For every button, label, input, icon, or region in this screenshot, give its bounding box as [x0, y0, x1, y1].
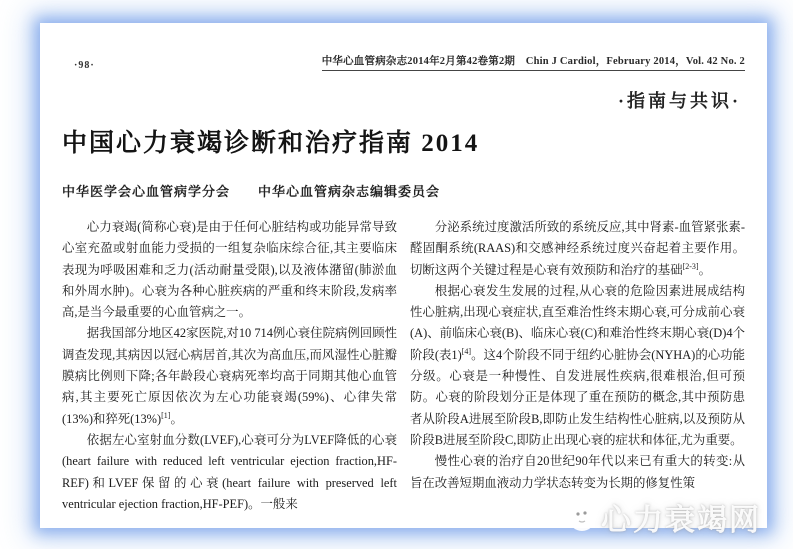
article-title: 中国心力衰竭诊断和治疗指南 2014	[62, 130, 480, 157]
journal-page	[40, 23, 767, 528]
paragraph-text: 。	[698, 262, 711, 277]
reference-superscript: [4]	[461, 346, 472, 356]
paragraph-text: 。这4个阶段不同于纽约心脏协会(NYHA)的心功能分级。心衰是一种慢性、自发进展性疾病,很难根治,但可预防。心衰的阶段划分正是体现了重在预防的概念,其中预防患者从阶段A进展至阶段B,即防止发生结构性心脏病,以及预防从阶段B进展至阶段C,即防止出现心衰的症状和体征,尤为重要。	[410, 347, 745, 447]
page-content	[40, 23, 767, 528]
reference-superscript: [2-3]	[682, 261, 699, 271]
paragraph-text: 分泌系统过度激活所致的系统反应,其中肾素-血管紧张素-醛固酮系统(RAAS)和交感神经系统过度兴奋起着主要作用。切断这两个关键过程是心衰有效预防和治疗的基础	[410, 220, 745, 277]
page-header	[62, 53, 745, 71]
paragraph-text: 据我国部分地区42家医院,对10 714例心衰住院病例回顾性调查发现,其病因以冠心病居首,其次为高血压,而风湿性心脏瓣膜病比例则下降;各年龄段心衰病死率均高于同期其他心血管病,其主要死亡原因依次为左心功能衰竭(59%)、心律失常(13%)和猝死(13%)	[62, 326, 397, 426]
paragraph-text: 依据左心室射血分数(LVEF),心衰可分为LVEF降低的心衰(heart failure with reduced left ventricular ejection fraction,HF-REF)和LVEF保留的心衰(heart failure with preserved left ventricular ejection fraction,HF-PEF)。一般来	[62, 432, 397, 511]
body-paragraph	[62, 323, 397, 429]
body-paragraph	[410, 217, 745, 281]
page-number: ·98·	[74, 60, 95, 71]
paragraph-text: 心力衰竭(简称心衰)是由于任何心脏结构或功能异常导致心室充盈或射血能力受损的一组复杂临床综合征,其主要临床表现为呼吸困难和乏力(活动耐量受限),以及液体潴留(肺淤血和外周水肿)。心衰为各种心脏疾病的严重和终末阶段,发病率高,是当今最重要的心血管病之一。	[62, 220, 397, 320]
body-columns	[62, 217, 745, 515]
paragraph-text: 根据心衰发生发展的过程,从心衰的危险因素进展成结构性心脏病,出现心衰症状,直至难治性终末期心衰,可分成前心衰(A)、前临床心衰(B)、临床心衰(C)和难治性终末期心衰(D)4个阶段(表1)	[410, 283, 745, 362]
paragraph-text: 慢性心衰的治疗自20世纪90年代以来已有重大的转变:从旨在改善短期血液动力学状态转变为长期的修复性策	[410, 454, 745, 490]
body-paragraph	[62, 430, 397, 515]
left-column	[62, 217, 397, 515]
authors-line: 中华医学会心血管病学分会 中华心血管病杂志编辑委员会	[62, 184, 441, 199]
paragraph-text: 。	[170, 411, 183, 426]
body-paragraph	[62, 217, 397, 323]
body-paragraph	[410, 281, 745, 451]
reference-superscript: [1]	[161, 410, 171, 420]
journal-citation-line: 中华心血管病杂志2014年2月第42卷第2期 Chin J Cardiol，February 2014，Vol. 42 No. 2	[322, 53, 745, 71]
section-label: ·指南与共识·	[617, 91, 741, 111]
watermark-site-name: 心力衰竭网	[601, 504, 761, 537]
body-paragraph	[410, 451, 745, 494]
right-column	[410, 217, 745, 515]
